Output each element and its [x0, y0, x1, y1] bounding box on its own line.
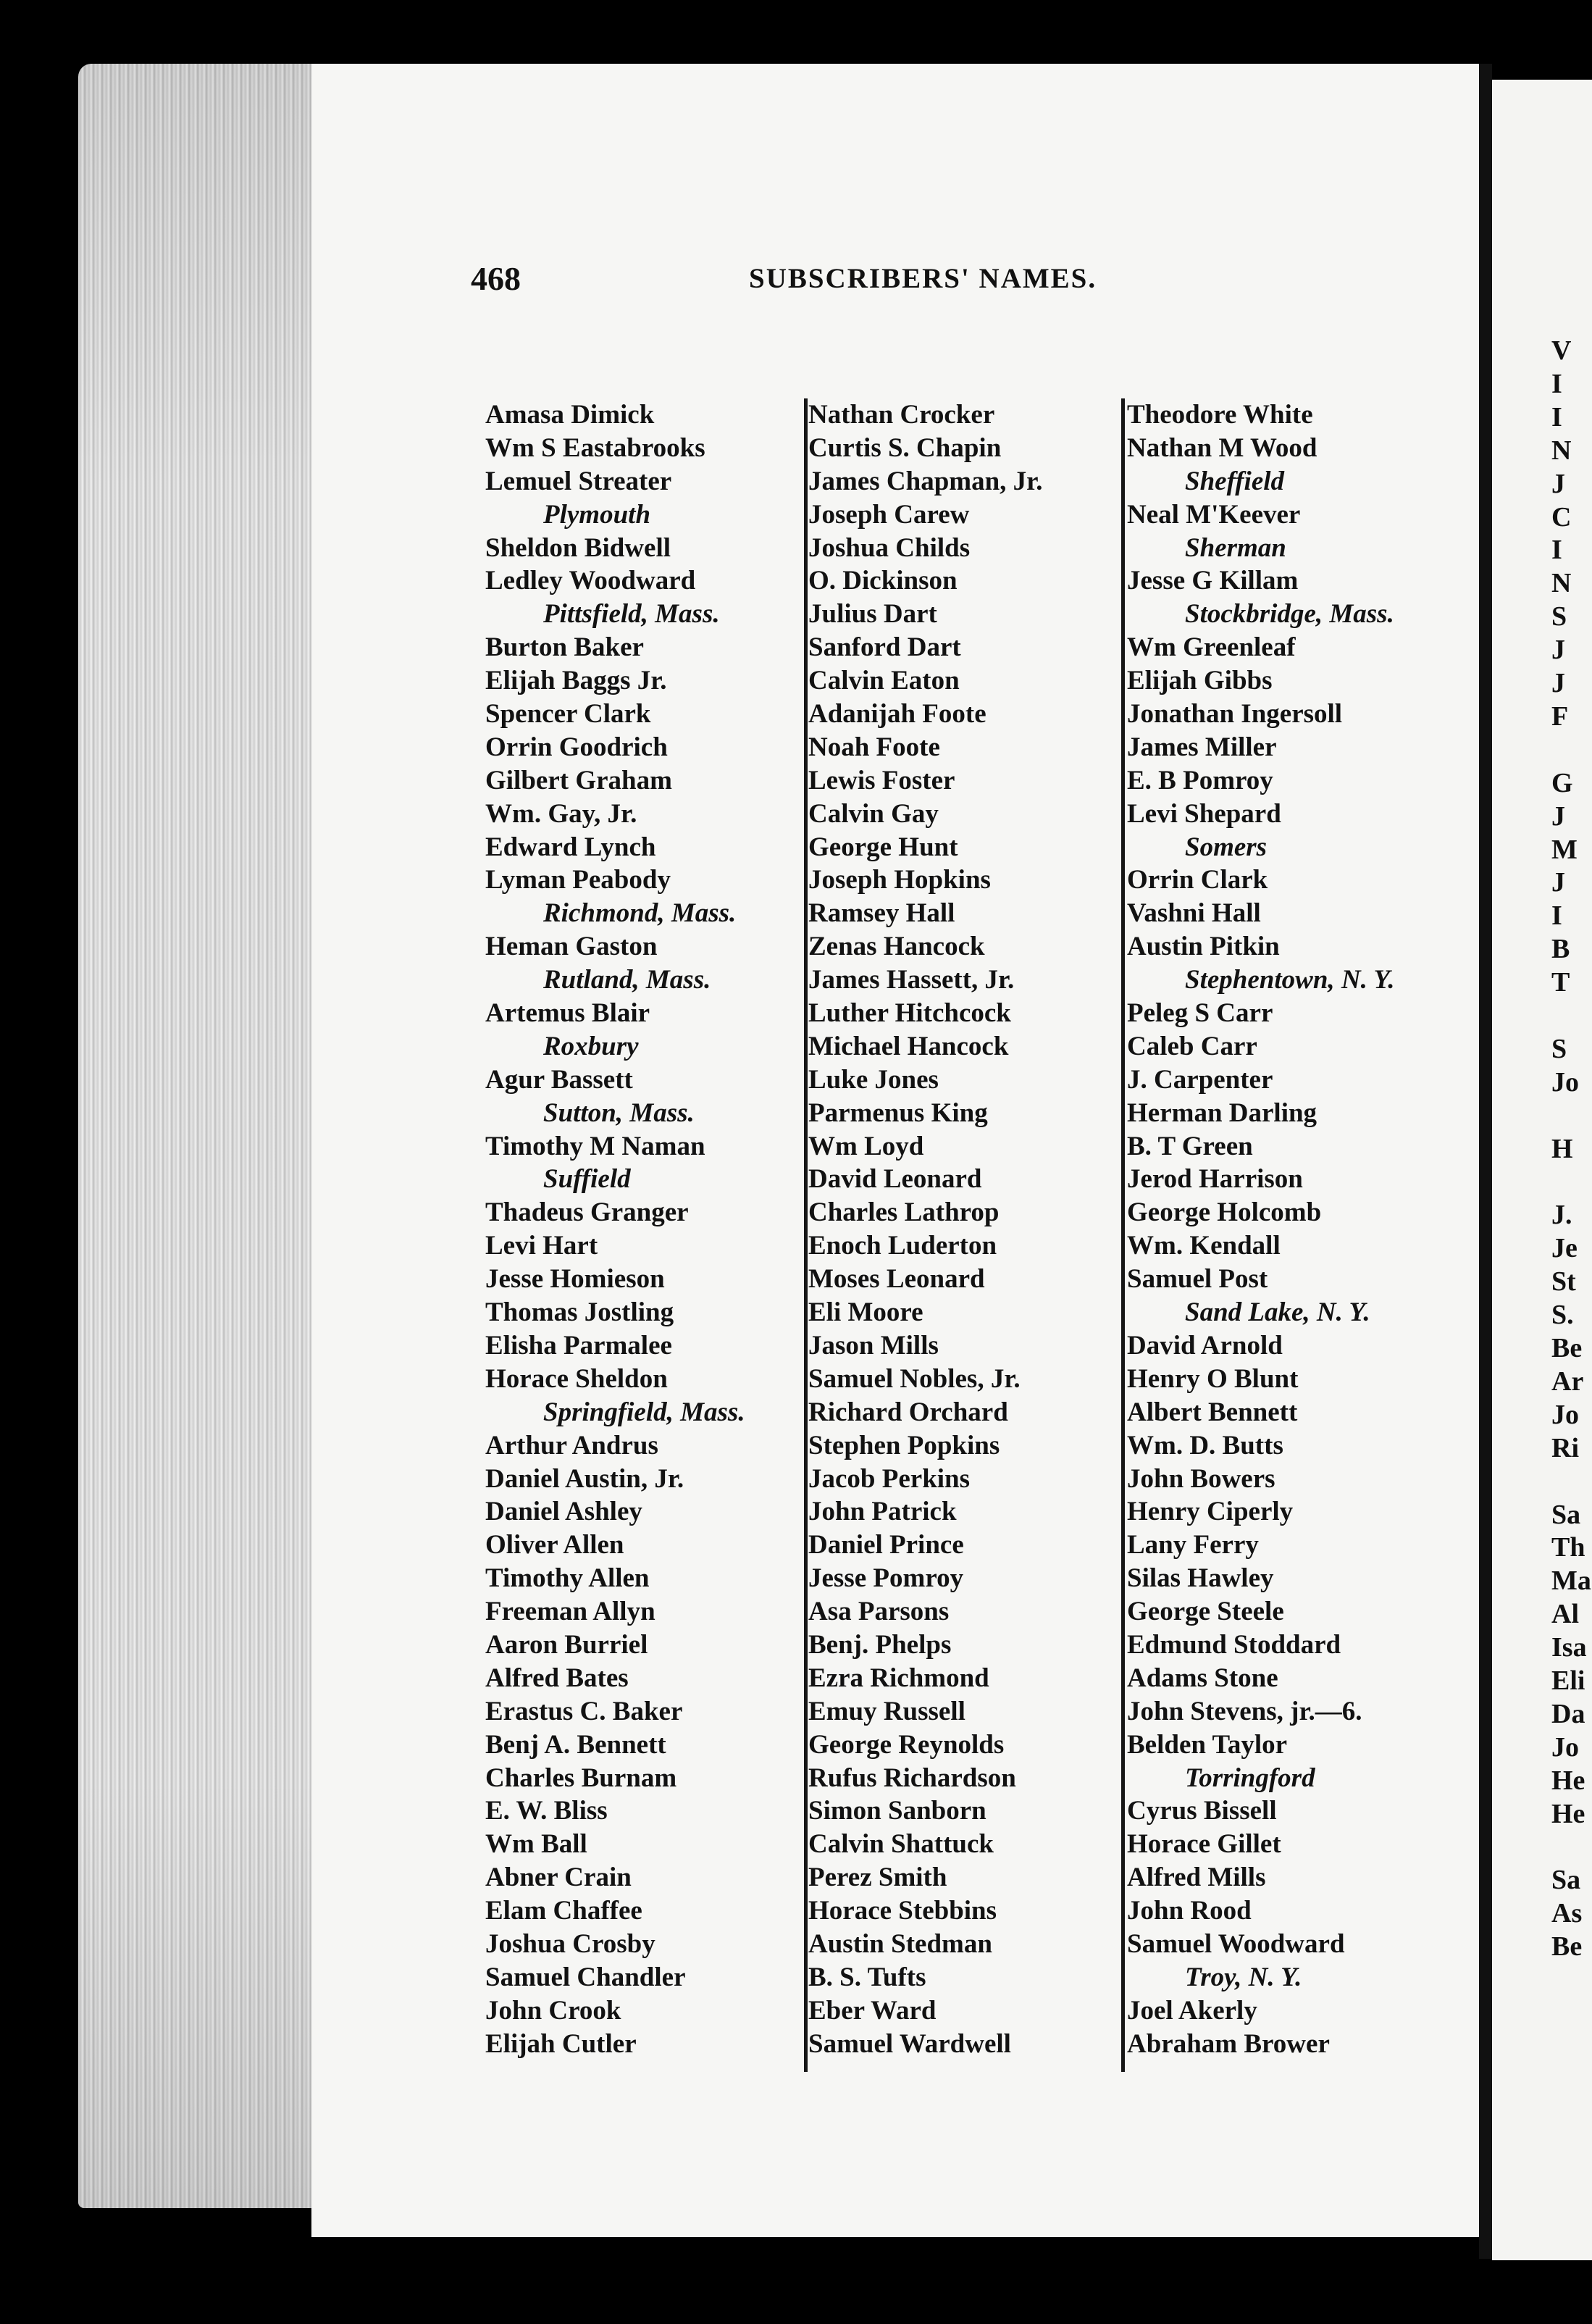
- facing-page-fragment: Be: [1551, 1931, 1583, 1963]
- subscriber-column-1: [485, 398, 797, 2061]
- subscriber-name: E. W. Bliss: [485, 1796, 608, 1826]
- place-heading: Sheffield: [1185, 466, 1285, 496]
- place-heading: Springfield, Mass.: [543, 1397, 745, 1427]
- facing-page: [1492, 80, 1592, 2260]
- subscriber-name: Benj. Phelps: [808, 1629, 952, 1660]
- place-heading: Suffield: [543, 1164, 631, 1195]
- subscriber-name: Samuel Woodward: [1127, 1928, 1345, 1959]
- facing-page-fragment: C: [1551, 501, 1572, 532]
- subscriber-name: Wm Loyd: [808, 1131, 924, 1161]
- facing-page-fragment: I: [1551, 535, 1562, 566]
- subscriber-column-3: [1127, 398, 1438, 2061]
- facing-page-fragment: B: [1551, 934, 1570, 965]
- facing-page-fragment: St: [1551, 1266, 1576, 1297]
- subscriber-name: Henry Ciperly: [1127, 1497, 1294, 1527]
- subscriber-name: Lewis Foster: [808, 765, 955, 795]
- subscriber-name: John Crook: [485, 1995, 621, 2026]
- subscriber-name: Nathan Crocker: [808, 400, 995, 430]
- place-heading: Richmond, Mass.: [543, 898, 737, 929]
- subscriber-name: Wm. Gay, Jr.: [485, 798, 637, 829]
- place-heading: Stephentown, N. Y.: [1185, 965, 1395, 995]
- subscriber-name: Calvin Shattuck: [808, 1829, 994, 1860]
- subscriber-name: Stephen Popkins: [808, 1430, 1000, 1460]
- subscriber-name: Charles Lathrop: [808, 1197, 1000, 1228]
- subscriber-name: Jacob Perkins: [808, 1463, 971, 1494]
- subscriber-name: B. S. Tufts: [808, 1962, 926, 1992]
- subscriber-name: Levi Shepard: [1127, 798, 1281, 829]
- subscriber-name: Austin Pitkin: [1127, 932, 1280, 962]
- subscriber-name: George Steele: [1127, 1597, 1284, 1627]
- subscriber-name: Joshua Childs: [808, 532, 971, 563]
- subscriber-name: Julius Dart: [808, 599, 937, 630]
- running-head: SUBSCRIBERS' NAMES.: [749, 263, 1097, 294]
- subscriber-name: Benj A. Bennett: [485, 1729, 666, 1760]
- subscriber-name: Ramsey Hall: [808, 898, 955, 929]
- subscriber-name: Joel Akerly: [1127, 1995, 1257, 2026]
- subscriber-name: Michael Hancock: [808, 1031, 1009, 1061]
- subscriber-name: Alfred Mills: [1127, 1863, 1266, 1893]
- subscriber-name: Gilbert Graham: [485, 765, 672, 795]
- page-number: 468: [471, 260, 521, 297]
- subscriber-name: Edward Lynch: [485, 832, 656, 862]
- subscriber-name: Jesse G Killam: [1127, 566, 1299, 596]
- subscriber-name: George Hunt: [808, 832, 958, 862]
- subscriber-name: John Rood: [1127, 1896, 1252, 1926]
- subscriber-name: Wm. Kendall: [1127, 1231, 1281, 1261]
- subscriber-name: Wm. D. Butts: [1127, 1430, 1283, 1460]
- facing-page-fragment: Jo: [1551, 1731, 1579, 1763]
- subscriber-name: Zenas Hancock: [808, 932, 985, 962]
- subscriber-name: Luke Jones: [808, 1064, 939, 1095]
- place-heading: Sand Lake, N. Y.: [1185, 1297, 1370, 1328]
- subscriber-name: Simon Sanborn: [808, 1796, 986, 1826]
- subscriber-name: Orrin Goodrich: [485, 732, 668, 762]
- subscriber-name: Silas Hawley: [1127, 1563, 1274, 1594]
- subscriber-name: John Stevens, jr.—6.: [1127, 1696, 1362, 1726]
- facing-page-fragment: Da: [1551, 1698, 1585, 1729]
- facing-page-fragment: He: [1551, 1798, 1585, 1829]
- facing-page-fragment: J: [1551, 668, 1565, 698]
- subscriber-name: Sanford Dart: [808, 632, 961, 663]
- facing-page-fragment: Isa: [1551, 1632, 1587, 1663]
- subscriber-name: Richard Orchard: [808, 1397, 1008, 1427]
- subscriber-name: James Hassett, Jr.: [808, 965, 1015, 995]
- facing-page-fragment: N: [1551, 435, 1572, 466]
- subscriber-name: Lyman Peabody: [485, 865, 671, 895]
- subscriber-name: Asa Parsons: [808, 1597, 950, 1627]
- facing-page-fragment: S: [1551, 601, 1567, 632]
- subscriber-name: Jesse Homieson: [485, 1264, 665, 1295]
- place-heading: Sutton, Mass.: [543, 1098, 695, 1128]
- subscriber-name: Joseph Hopkins: [808, 865, 991, 895]
- subscriber-name: Caleb Carr: [1127, 1031, 1257, 1061]
- facing-page-fragment: Ar: [1551, 1366, 1584, 1397]
- facing-page-fragment: Eli: [1551, 1665, 1585, 1696]
- subscriber-name: John Patrick: [808, 1497, 957, 1527]
- subscriber-name: Orrin Clark: [1127, 865, 1268, 895]
- subscriber-name: Theodore White: [1127, 400, 1313, 430]
- subscriber-name: Vashni Hall: [1127, 898, 1261, 929]
- facing-page-fragment: J: [1551, 801, 1565, 832]
- subscriber-name: Albert Bennett: [1127, 1397, 1298, 1427]
- subscriber-name: Joseph Carew: [808, 499, 970, 530]
- subscriber-name: Elam Chaffee: [485, 1896, 642, 1926]
- place-heading: Roxbury: [543, 1031, 639, 1061]
- subscriber-name: Neal M'Keever: [1127, 499, 1301, 530]
- facing-page-fragment: Sa: [1551, 1865, 1581, 1896]
- subscriber-name: Jason Mills: [808, 1330, 939, 1360]
- subscriber-name: J. Carpenter: [1127, 1064, 1273, 1095]
- subscriber-name: Wm Greenleaf: [1127, 632, 1296, 663]
- place-heading: Torringford: [1185, 1763, 1315, 1793]
- subscriber-name: Wm S Eastabrooks: [485, 432, 705, 463]
- subscriber-name: Calvin Gay: [808, 798, 939, 829]
- subscriber-name: Adanijah Foote: [808, 699, 986, 730]
- subscriber-name: Lany Ferry: [1127, 1530, 1259, 1560]
- subscriber-name: Daniel Ashley: [485, 1497, 642, 1527]
- facing-page-fragment: M: [1551, 834, 1578, 865]
- subscriber-name: Lemuel Streater: [485, 466, 672, 496]
- subscriber-name: Ezra Richmond: [808, 1663, 989, 1693]
- subscriber-name: Nathan M Wood: [1127, 432, 1317, 463]
- subscriber-name: Arthur Andrus: [485, 1430, 658, 1460]
- subscriber-name: Emuy Russell: [808, 1696, 965, 1726]
- place-heading: Plymouth: [543, 499, 651, 530]
- subscriber-name: Elijah Gibbs: [1127, 666, 1273, 696]
- subscriber-name: Rufus Richardson: [808, 1763, 1016, 1793]
- subscriber-name: Heman Gaston: [485, 932, 658, 962]
- subscriber-name: Curtis S. Chapin: [808, 432, 1002, 463]
- facing-page-fragment: N: [1551, 568, 1572, 599]
- facing-page-fragment: Al: [1551, 1599, 1579, 1630]
- subscriber-name: Perez Smith: [808, 1863, 947, 1893]
- subscriber-name: Peleg S Carr: [1127, 998, 1273, 1029]
- subscriber-name: Samuel Chandler: [485, 1962, 686, 1992]
- subscriber-name: Samuel Wardwell: [808, 2028, 1011, 2059]
- facing-page-fragment: V: [1551, 335, 1572, 366]
- place-heading: Stockbridge, Mass.: [1185, 599, 1394, 630]
- facing-page-fragment: S: [1551, 1033, 1567, 1064]
- facing-page-fragment: J.: [1551, 1200, 1572, 1231]
- subscriber-name: Horace Sheldon: [485, 1363, 668, 1394]
- subscriber-name: O. Dickinson: [808, 566, 958, 596]
- place-heading: Troy, N. Y.: [1185, 1962, 1302, 1992]
- subscriber-name: Enoch Luderton: [808, 1231, 997, 1261]
- subscriber-name: Daniel Prince: [808, 1530, 964, 1560]
- subscriber-name: Artemus Blair: [485, 998, 650, 1029]
- subscriber-name: Freeman Allyn: [485, 1597, 655, 1627]
- facing-page-fragment: Th: [1551, 1532, 1585, 1563]
- facing-page-fragment: I: [1551, 368, 1562, 399]
- subscriber-name: Levi Hart: [485, 1231, 598, 1261]
- facing-page-fragment: J: [1551, 468, 1565, 499]
- subscriber-name: Charles Burnam: [485, 1763, 677, 1793]
- subscriber-name: B. T Green: [1127, 1131, 1253, 1161]
- facing-page-fragment: F: [1551, 701, 1569, 732]
- subscriber-name: Abraham Brower: [1127, 2028, 1330, 2059]
- subscriber-name: Luther Hitchcock: [808, 998, 1011, 1029]
- subscriber-name: Samuel Nobles, Jr.: [808, 1363, 1021, 1394]
- subscriber-column-2: [808, 398, 1120, 2061]
- subscriber-name: Daniel Austin, Jr.: [485, 1463, 684, 1494]
- subscriber-name: Aaron Burriel: [485, 1629, 648, 1660]
- subscriber-name: Alfred Bates: [485, 1663, 629, 1693]
- facing-page-fragment: H: [1551, 1133, 1573, 1164]
- facing-page-fragment: J: [1551, 867, 1565, 898]
- subscriber-name: Belden Taylor: [1127, 1729, 1288, 1760]
- subscriber-name: Noah Foote: [808, 732, 940, 762]
- subscriber-name: E. B Pomroy: [1127, 765, 1273, 795]
- facing-page-fragment: As: [1551, 1898, 1583, 1929]
- subscriber-name: Parmenus King: [808, 1098, 988, 1128]
- subscriber-name: Eber Ward: [808, 1995, 937, 2026]
- subscriber-name: Thomas Jostling: [485, 1297, 674, 1328]
- subscriber-name: James Miller: [1127, 732, 1277, 762]
- column-rule: [804, 398, 808, 2072]
- facing-page-fragment: He: [1551, 1765, 1585, 1796]
- subscriber-name: Sheldon Bidwell: [485, 532, 671, 563]
- facing-page-fragment: I: [1551, 401, 1562, 432]
- facing-page-fragment: Je: [1551, 1233, 1578, 1264]
- subscriber-name: Thadeus Granger: [485, 1197, 689, 1228]
- facing-page-fragment: S.: [1551, 1300, 1574, 1331]
- subscriber-name: Samuel Post: [1127, 1264, 1268, 1295]
- facing-page-fragment: Jo: [1551, 1399, 1579, 1430]
- place-heading: Sherman: [1185, 532, 1286, 563]
- subscriber-name: Eli Moore: [808, 1297, 923, 1328]
- subscriber-name: George Reynolds: [808, 1729, 1005, 1760]
- subscriber-name: David Leonard: [808, 1164, 982, 1195]
- column-rule: [1121, 398, 1125, 2072]
- facing-page-fragment: Sa: [1551, 1499, 1581, 1530]
- place-heading: Rutland, Mass.: [543, 965, 711, 995]
- subscriber-name: Jerod Harrison: [1127, 1164, 1303, 1195]
- subscriber-name: Austin Stedman: [808, 1928, 992, 1959]
- subscriber-name: Jonathan Ingersoll: [1127, 699, 1343, 730]
- facing-page-fragment: G: [1551, 767, 1573, 798]
- facing-page-fragment: I: [1551, 900, 1562, 932]
- subscriber-name: Edmund Stoddard: [1127, 1629, 1341, 1660]
- subscriber-name: Oliver Allen: [485, 1530, 624, 1560]
- subscriber-name: Moses Leonard: [808, 1264, 985, 1295]
- book-page: [311, 64, 1479, 2237]
- place-heading: Somers: [1185, 832, 1268, 862]
- subscriber-name: Spencer Clark: [485, 699, 651, 730]
- subscriber-name: Abner Crain: [485, 1863, 632, 1893]
- subscriber-name: Burton Baker: [485, 632, 644, 663]
- subscriber-name: David Arnold: [1127, 1330, 1283, 1360]
- subscriber-name: James Chapman, Jr.: [808, 466, 1043, 496]
- subscriber-name: Herman Darling: [1127, 1098, 1317, 1128]
- subscriber-name: Erastus C. Baker: [485, 1696, 683, 1726]
- facing-page-fragment: T: [1551, 967, 1570, 998]
- subscriber-name: Joshua Crosby: [485, 1928, 655, 1959]
- subscriber-name: Amasa Dimick: [485, 400, 655, 430]
- subscriber-name: Henry O Blunt: [1127, 1363, 1299, 1394]
- facing-page-fragment: Ri: [1551, 1432, 1579, 1463]
- subscriber-name: Jesse Pomroy: [808, 1563, 964, 1594]
- book-gutter: [1479, 64, 1492, 2259]
- subscriber-name: Agur Bassett: [485, 1064, 633, 1095]
- subscriber-name: Elijah Cutler: [485, 2028, 637, 2059]
- subscriber-name: Timothy Allen: [485, 1563, 650, 1594]
- subscriber-name: Cyrus Bissell: [1127, 1796, 1277, 1826]
- subscriber-name: Horace Gillet: [1127, 1829, 1281, 1860]
- facing-page-fragment: Ma: [1551, 1566, 1591, 1597]
- subscriber-name: Adams Stone: [1127, 1663, 1278, 1693]
- facing-page-fragment: Jo: [1551, 1066, 1579, 1098]
- subscriber-name: Elisha Parmalee: [485, 1330, 672, 1360]
- subscriber-name: Horace Stebbins: [808, 1896, 997, 1926]
- facing-page-fragment: Be: [1551, 1333, 1583, 1363]
- subscriber-name: Wm Ball: [485, 1829, 587, 1860]
- subscriber-name: Calvin Eaton: [808, 666, 960, 696]
- subscriber-name: Elijah Baggs Jr.: [485, 666, 667, 696]
- facing-page-fragment: J: [1551, 635, 1565, 666]
- place-heading: Pittsfield, Mass.: [543, 599, 720, 630]
- subscriber-name: George Holcomb: [1127, 1197, 1322, 1228]
- book-page-edge: [78, 64, 317, 2208]
- subscriber-name: Timothy M Naman: [485, 1131, 705, 1161]
- subscriber-name: John Bowers: [1127, 1463, 1275, 1494]
- subscriber-name: Ledley Woodward: [485, 566, 696, 596]
